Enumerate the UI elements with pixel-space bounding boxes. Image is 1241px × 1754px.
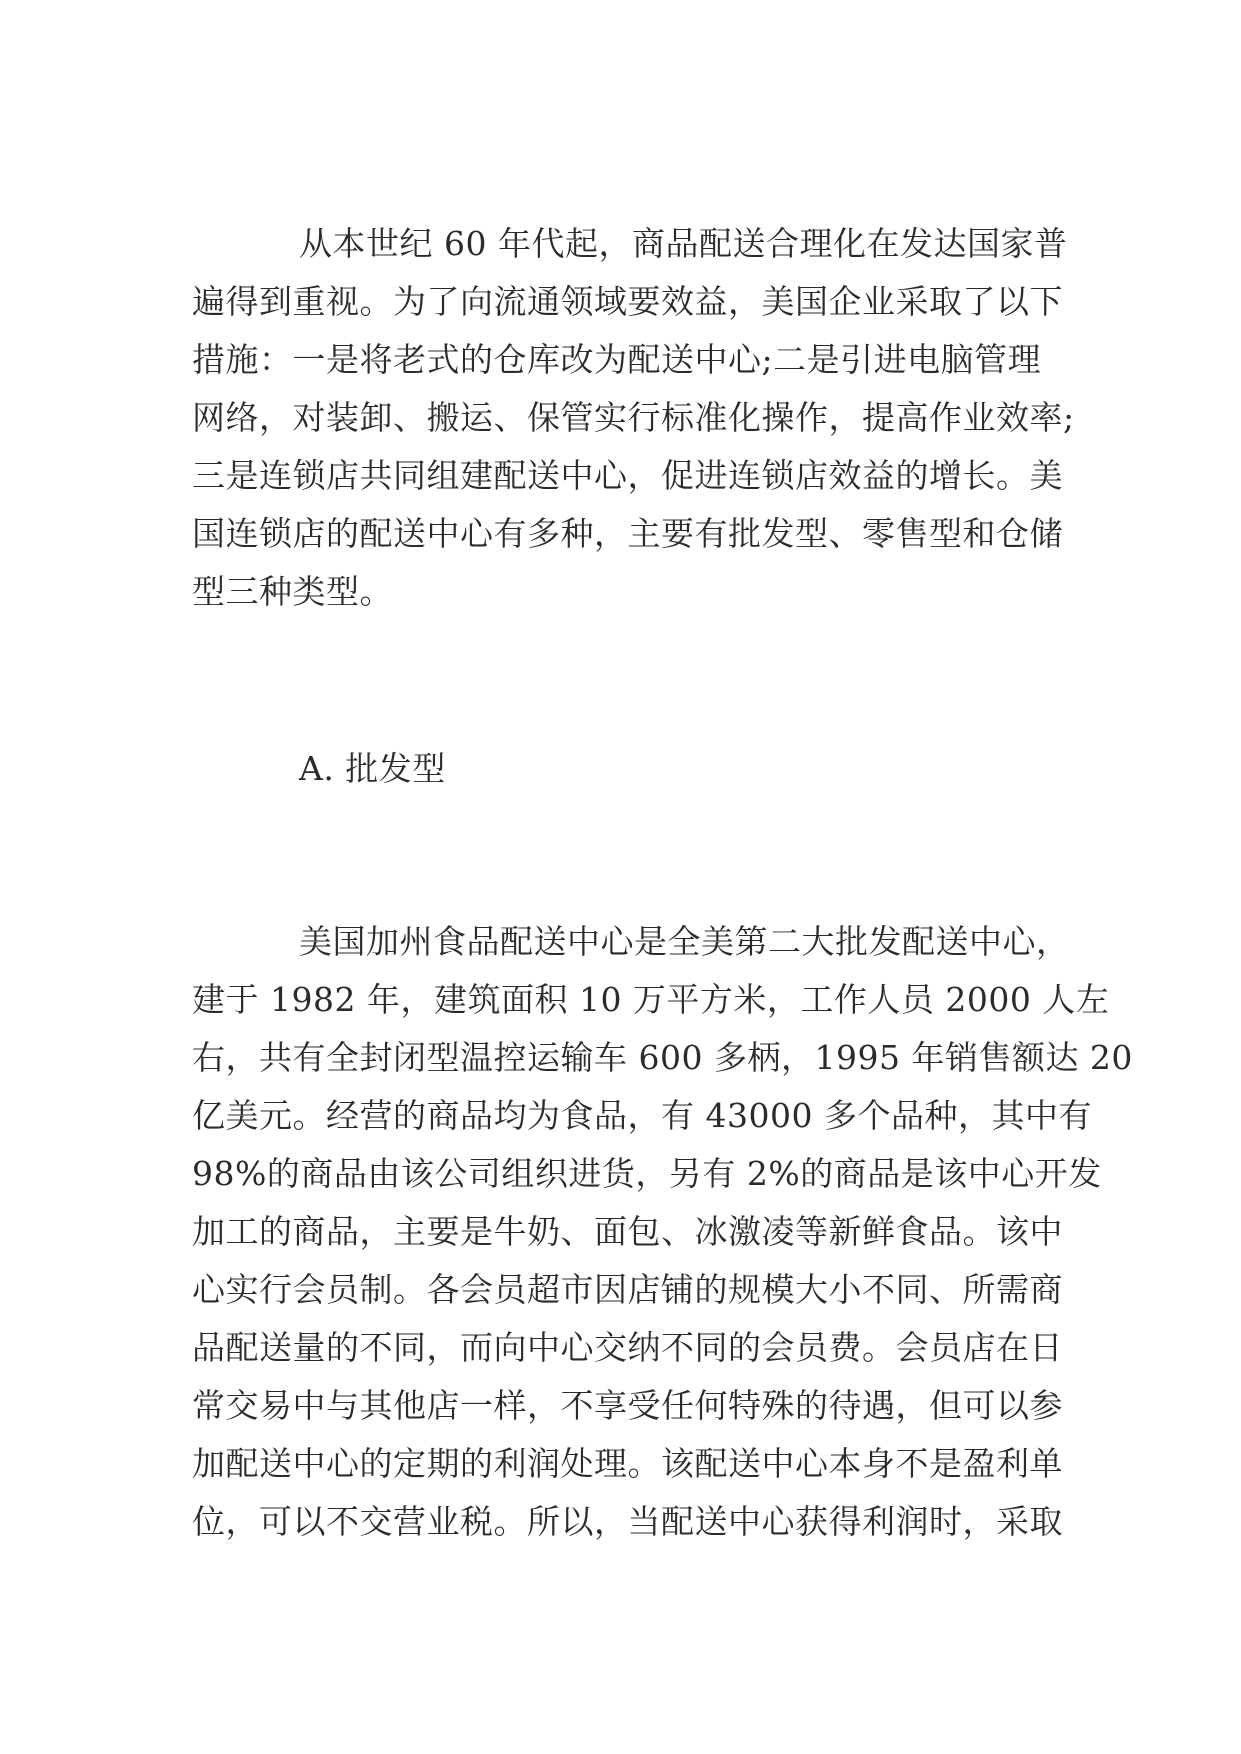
paragraph-line: 品配送量的不同，而向中心交纳不同的会员费。会员店在日 [192,1328,1063,1367]
paragraph-line: 遍得到重视。为了向流通领域要效益，美国企业采取了以下 [192,282,1063,321]
paragraph-line: 美国加州食品配送中心是全美第二大批发配送中心， [299,922,1070,961]
paragraph-line: 建于 1982 年，建筑面积 10 万平方米，工作人员 2000 人左 [192,980,1110,1019]
paragraph-line: 亿美元。经营的商品均为食品，有 43000 多个品种，其中有 [192,1096,1092,1135]
paragraph-line: 常交易中与其他店一样，不享受任何特殊的待遇，但可以参 [192,1386,1063,1425]
paragraph-line: 措施：一是将老式的仓库改为配送中心;二是引进电脑管理 [192,340,1042,379]
paragraph-line: 加工的商品，主要是牛奶、面包、冰激凌等新鲜食品。该中 [192,1212,1063,1251]
paragraph-wholesale [192,913,1133,1551]
paragraph-line: 网络，对装卸、搬运、保管实行标准化操作，提高作业效率; [192,398,1075,437]
paragraph-line: 国连锁店的配送中心有多种，主要有批发型、零售型和仓储 [192,514,1063,553]
section-heading [192,740,1047,798]
paragraph-line: 型三种类型。 [192,572,393,611]
paragraph-line: 右，共有全封闭型温控运输车 600 多柄，1995 年销售额达 20 [192,1038,1133,1077]
paragraph-line: 98%的商品由该公司组织进货，另有 2%的商品是该中心开发 [192,1154,1102,1193]
paragraph-intro [192,215,1075,621]
paragraph-line: 加配送中心的定期的利润处理。该配送中心本身不是盈利单 [192,1444,1063,1483]
paragraph-line: 位，可以不交营业税。所以，当配送中心获得利润时，采取 [192,1502,1063,1541]
paragraph-line: 从本世纪 60 年代起，商品配送合理化在发达国家普 [299,224,1068,263]
paragraph-line: 心实行会员制。各会员超市因店铺的规模大小不同、所需商 [192,1270,1063,1309]
section-heading-text: A. 批发型 [299,749,446,788]
paragraph-line: 三是连锁店共同组建配送中心，促进连锁店效益的增长。美 [192,456,1063,495]
